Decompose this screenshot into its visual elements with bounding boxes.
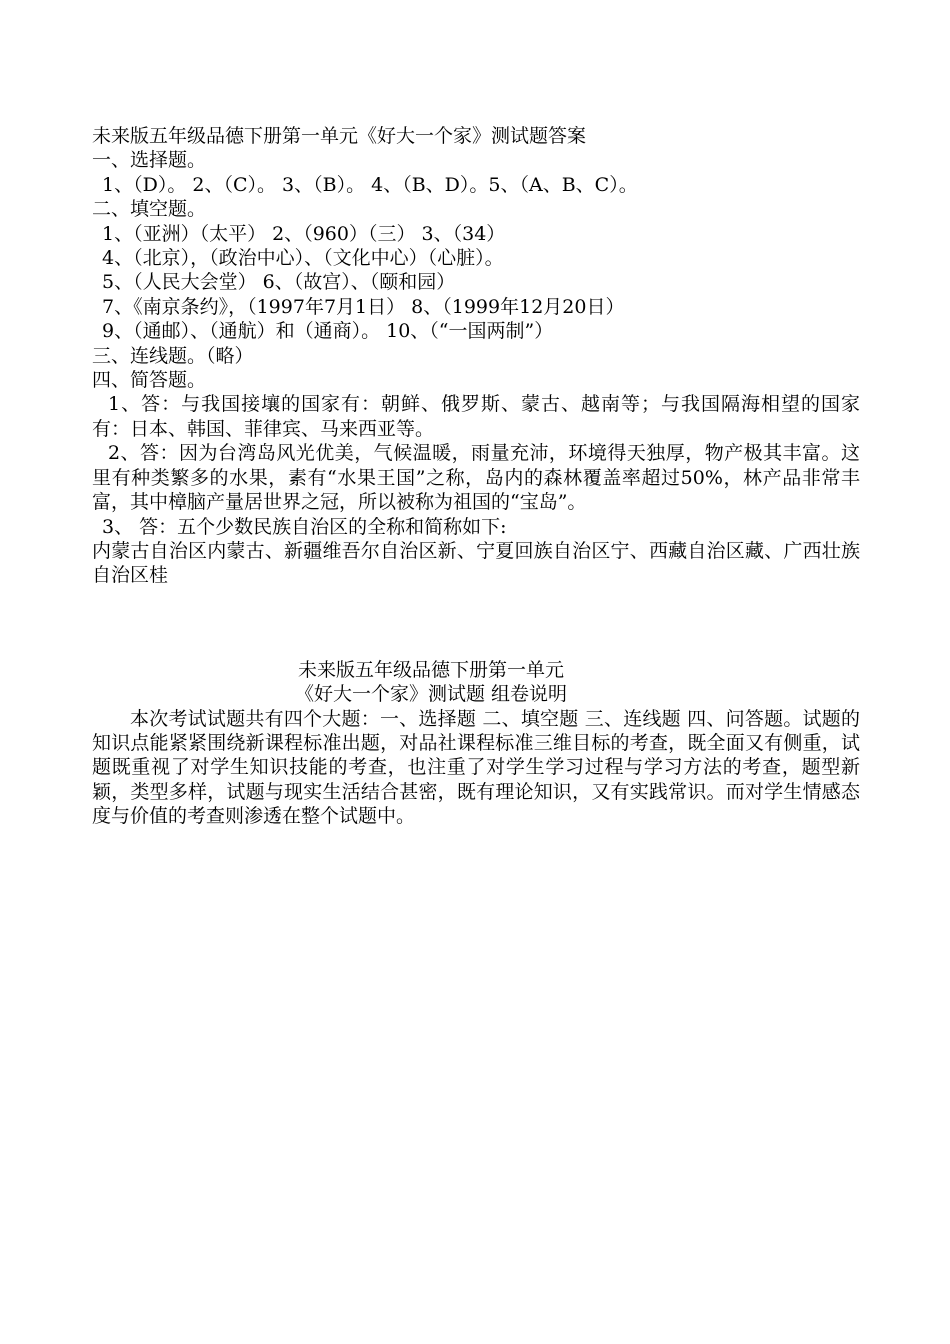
explanation-title-line1: 未来版五年级品德下册第一单元 xyxy=(297,658,564,681)
section4-answer2: 2、答：因为台湾岛风光优美，气候温暖，雨量充沛，环境得天独厚，物产极其丰富。这里有种类繁多的水果，素有“水果王国”之称，岛内的森林覆盖率超过50%，林产品非常丰富，其中樟脑产量居世界之冠，所以被称为祖国的“宝岛”。 xyxy=(92,442,860,514)
section-spacer xyxy=(92,588,860,658)
explanation-body: 本次考试试题共有四个大题：一、选择题 二、填空题 三、连线题 四、问答题。试题的知识点能紧紧围绕新课程标准出题，对品社课程标准三维目标的考查，既全面又有侧重，试题既重视了对学生知识技能的考查，也注重了对学生学习过程与学习方法的考查，题型新颖，类型多样，试题与现实生活结合甚密，既有理论知识，又有实践常识。而对学生情感态度与价值的考查则渗透在整个试题中。 xyxy=(92,707,860,828)
section4-answer3-body: 内蒙古自治区内蒙古、新疆维吾尔自治区新、宁夏回族自治区宁、西藏自治区藏、广西壮族自治区桂 xyxy=(92,539,860,587)
section2-answers-line1: 1、（亚洲）（太平） 2、（960）（三） 3、（34） xyxy=(102,222,506,245)
section2-answers-line5: 9、（通邮）、（通航）和（通商）。 10、（“一国两制”） xyxy=(102,320,554,343)
explanation-title-line2: 《好大一个家》测试题 组卷说明 xyxy=(294,683,568,706)
section2-heading: 二、填空题。 xyxy=(92,198,207,221)
section1-heading: 一、选择题。 xyxy=(92,149,207,172)
section1-answers: 1、（D）。 2、（C）。 3、（B）。 4、（B、D）。5、（A、B、C）。 xyxy=(102,173,638,196)
answers-title: 未来版五年级品德下册第一单元《好大一个家》测试题答案 xyxy=(92,125,587,147)
section4-answer1: 1、答：与我国接壤的国家有：朝鲜、俄罗斯、蒙古、越南等；与我国隔海相望的国家有：日本、韩国、菲律宾、马来西亚等。 xyxy=(92,393,860,440)
section4-answer3-intro: 3、 答：五个少数民族自治区的全称和简称如下: xyxy=(102,515,507,538)
document-page xyxy=(92,124,860,829)
section2-answers-line4: 7、《南京条约》，（1997年7月1日） 8、（1999年12月20日） xyxy=(102,295,625,318)
section2-answers-line3: 5、（人民大会堂） 6、（故宫）、（颐和园） xyxy=(102,271,456,294)
section3-heading: 三、连线题。（略） xyxy=(92,344,254,367)
section4-heading: 四、简答题。 xyxy=(92,369,207,392)
section2-answers-line2: 4、（北京），（政治中心）、（文化中心）（心脏）。 xyxy=(102,247,504,270)
